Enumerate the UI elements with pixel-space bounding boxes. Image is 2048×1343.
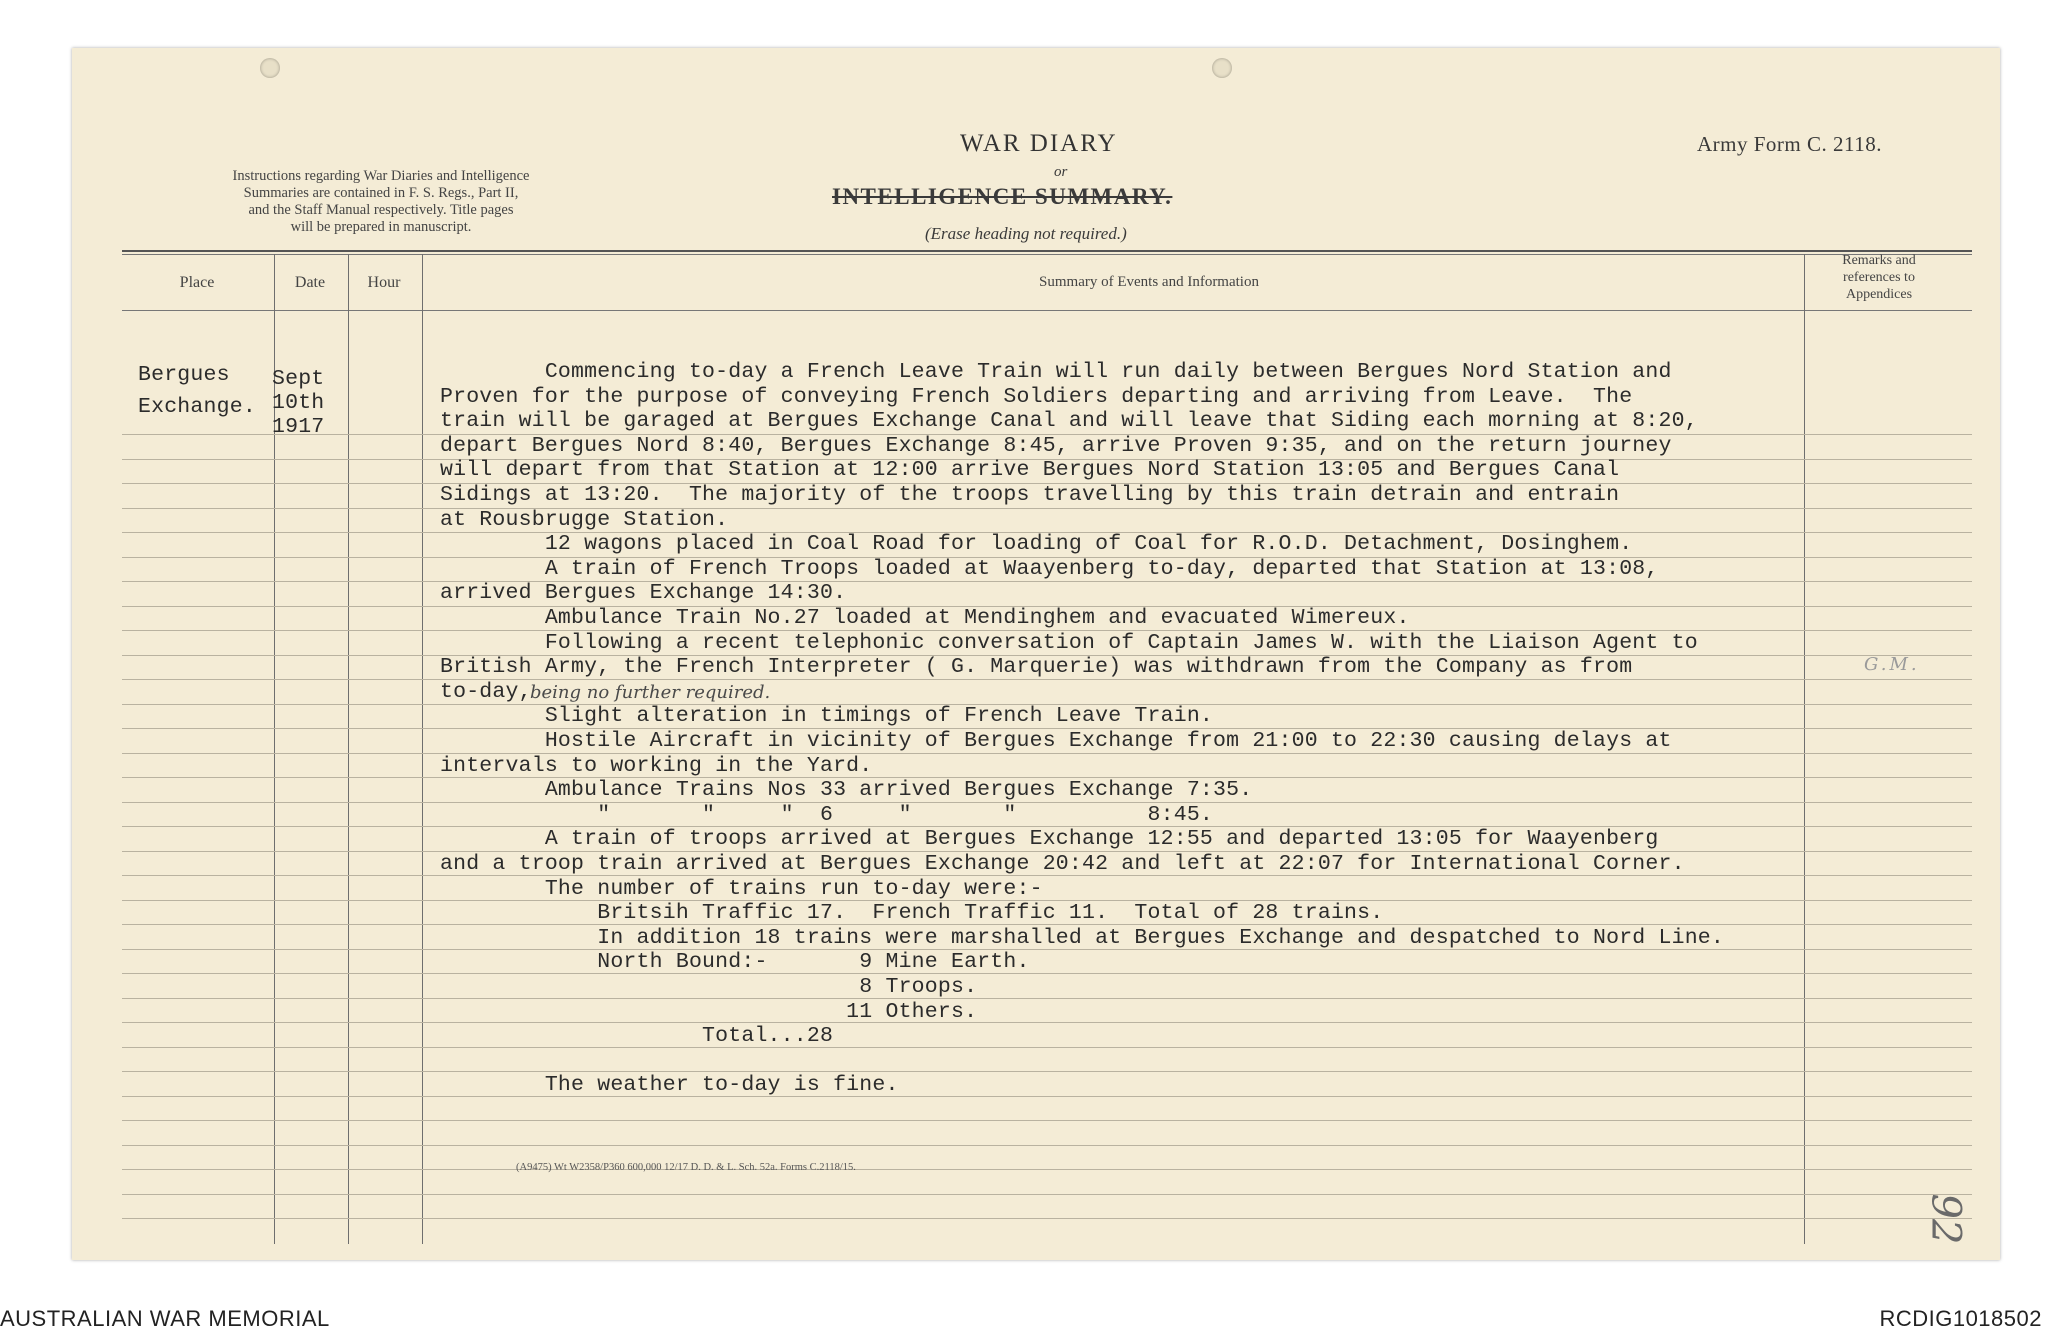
entry-date-line: Sept bbox=[272, 367, 325, 391]
punch-hole bbox=[1212, 58, 1232, 78]
entry-place-line: Bergues bbox=[138, 363, 230, 387]
instructions-line: Instructions regarding War Diaries and Intelligence bbox=[232, 168, 530, 184]
ruled-line bbox=[122, 1120, 1972, 1121]
summary-line: intervals to working in the Yard. bbox=[440, 754, 873, 778]
top-rule-thin bbox=[122, 254, 1972, 255]
ruled-line bbox=[122, 508, 1972, 509]
ruled-line bbox=[122, 1022, 1972, 1023]
summary-line: train will be garaged at Bergues Exchange Canal and will leave that Siding each morning at 8:20, bbox=[440, 409, 1698, 433]
summary-line: Slight alteration in timings of French Leave Train. bbox=[440, 704, 1214, 728]
remarks-header-line: Appendices bbox=[1845, 287, 1913, 302]
summary-line: Following a recent telephonic conversation of Captain James W. with the Liaison Agent to bbox=[440, 631, 1698, 655]
instructions-line: Summaries are contained in F. S. Regs., Part II, bbox=[243, 185, 519, 201]
form-title: WAR DIARY bbox=[960, 130, 1118, 157]
entry-date-line: 10th bbox=[272, 391, 325, 415]
col-header-remarks bbox=[1804, 252, 1954, 303]
summary-line: Britsih Traffic 17. French Traffic 11. Total of 28 trains. bbox=[440, 901, 1384, 925]
footer-right: RCDIG1018502 bbox=[1879, 1306, 2042, 1331]
summary-line: at Rousbrugge Station. bbox=[440, 508, 729, 532]
summary-line: Total...28 bbox=[440, 1024, 834, 1048]
summary-line: North Bound:- 9 Mine Earth. bbox=[440, 950, 1030, 974]
summary-line: The weather to-day is fine. bbox=[440, 1073, 899, 1097]
summary-line: will depart from that Station at 12:00 arrive Bergues Nord Station 13:05 and Bergues Canal bbox=[440, 458, 1620, 482]
form-subtitle: INTELLIGENCE SUMMARY. bbox=[832, 184, 1173, 209]
ruled-line bbox=[122, 1096, 1972, 1097]
summary-line: Ambulance Train No.27 loaded at Mendinghem and evacuated Wimereux. bbox=[440, 606, 1410, 630]
diary-sheet bbox=[72, 48, 2000, 1260]
summary-line: to-day, bbox=[440, 680, 532, 704]
summary-line: 12 wagons placed in Coal Road for loading of Coal for R.O.D. Detachment, Dosinghem. bbox=[440, 532, 1633, 556]
print-code: (A9475) Wt W2358/P360 600,000 12/17 D. D. & L. Sch. 52a. Forms C.2118/15. bbox=[516, 1162, 856, 1173]
summary-line: Commencing to-day a French Leave Train will run daily between Bergues Nord Station and bbox=[440, 360, 1672, 384]
summary-line: Proven for the purpose of conveying French Soldiers departing and arriving from Leave. The bbox=[440, 385, 1633, 409]
entry-date-line: 1917 bbox=[272, 415, 325, 439]
ruled-line bbox=[122, 679, 1972, 680]
ruled-line bbox=[122, 1218, 1972, 1219]
col-header-place: Place bbox=[179, 274, 215, 291]
summary-line: A train of troops arrived at Bergues Exchange 12:55 and departed 13:05 for Waayenberg bbox=[440, 827, 1659, 851]
ruled-line bbox=[122, 998, 1972, 999]
ruled-line bbox=[122, 973, 1972, 974]
handwritten-addition: being no further required. bbox=[530, 682, 771, 703]
ruled-line bbox=[122, 1071, 1972, 1072]
ruled-line bbox=[122, 1047, 1972, 1048]
instructions-line: will be prepared in manuscript. bbox=[290, 219, 472, 235]
footer-left: AUSTRALIAN WAR MEMORIAL bbox=[0, 1306, 330, 1331]
summary-line: 8 Troops. bbox=[440, 975, 978, 999]
form-or: or bbox=[1054, 164, 1068, 180]
col-header-date: Date bbox=[294, 274, 326, 291]
summary-line: Ambulance Trains Nos 33 arrived Bergues Exchange 7:35. bbox=[440, 778, 1253, 802]
col-header-summary: Summary of Events and Information bbox=[1039, 274, 1259, 290]
ruled-line bbox=[122, 1194, 1972, 1195]
ruled-line bbox=[122, 753, 1972, 754]
summary-line: Sidings at 13:20. The majority of the troops travelling by this train detrain and entrain bbox=[440, 483, 1620, 507]
summary-line: and a troop train arrived at Bergues Exchange 20:42 and left at 22:07 for International Corner. bbox=[440, 852, 1685, 876]
ruled-line bbox=[122, 1169, 1972, 1170]
summary-line: depart Bergues Nord 8:40, Bergues Exchange 8:45, arrive Proven 9:35, and on the return journey bbox=[440, 434, 1672, 458]
summary-line: " " " 6 " " 8:45. bbox=[440, 803, 1214, 827]
remark-initials: G.M. bbox=[1864, 654, 1920, 675]
page-number: 92 bbox=[1922, 1193, 1969, 1245]
summary-line: British Army, the French Interpreter ( G. Marquerie) was withdrawn from the Company as from bbox=[440, 655, 1633, 679]
summary-line: In addition 18 trains were marshalled at Bergues Exchange and despatched to Nord Line. bbox=[440, 926, 1725, 950]
header-rule bbox=[122, 310, 1972, 311]
summary-line: Hostile Aircraft in vicinity of Bergues Exchange from 21:00 to 22:30 causing delays at bbox=[440, 729, 1672, 753]
instructions-block bbox=[166, 168, 596, 236]
remarks-header-line: references to bbox=[1843, 270, 1915, 285]
ruled-line bbox=[122, 1145, 1972, 1146]
army-form-number: Army Form C. 2118. bbox=[1697, 132, 1882, 156]
summary-line: arrived Bergues Exchange 14:30. bbox=[440, 581, 847, 605]
punch-hole bbox=[260, 58, 280, 78]
instructions-line: and the Staff Manual respectively. Title pages bbox=[248, 202, 514, 218]
summary-line: A train of French Troops loaded at Waayenberg to-day, departed that Station at 13:08, bbox=[440, 557, 1659, 581]
entry-place-line: Exchange. bbox=[138, 395, 256, 419]
summary-line: 11 Others. bbox=[440, 1000, 978, 1024]
remarks-header-line: Remarks and bbox=[1842, 253, 1916, 268]
summary-line: The number of trains run to-day were:- bbox=[440, 877, 1043, 901]
ruled-line bbox=[122, 581, 1972, 582]
col-header-hour: Hour bbox=[367, 274, 401, 291]
top-rule bbox=[122, 250, 1972, 252]
erase-heading-note: (Erase heading not required.) bbox=[925, 224, 1127, 243]
